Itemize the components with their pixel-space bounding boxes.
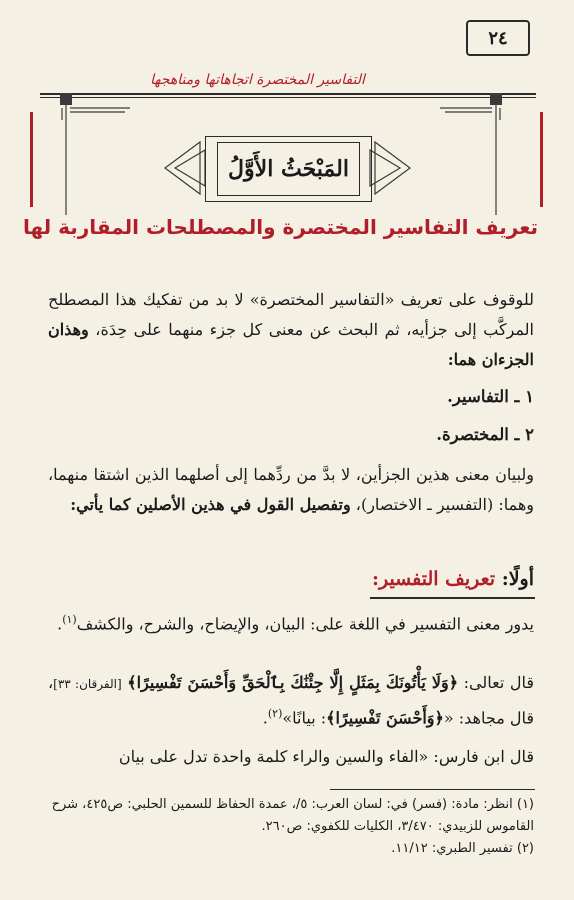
quran-verse: ﴿وَلَا يَأْتُونَكَ بِمَثَلٍ إِلَّا جِئْنَٰكَ بِٱلْحَقِّ وَأَحْسَنَ تَفْسِيرًا﴾ bbox=[127, 673, 459, 692]
subheading bbox=[372, 568, 534, 590]
verse-reference: [الفرقان: ٣٣] bbox=[53, 677, 122, 691]
footnote: (١) انظر: مادة: (فسر) في: لسان العرب: ٥/، عمدة الحفاظ للسمين الحلبي: ص٤٢٥، شرح القاموس للزبيدي: ٣/٤٧٠، الكليات للكفوي: ص٢٦٠. bbox=[51, 797, 534, 834]
paragraph-five bbox=[48, 742, 534, 772]
paragraph-four bbox=[48, 668, 534, 733]
paragraph-two bbox=[48, 460, 534, 520]
para3-end: . bbox=[57, 614, 63, 634]
para3-text: يدور معنى التفسير في اللغة على: البيان، والإيضاح، والشرح، والكشف bbox=[76, 614, 534, 634]
list bbox=[48, 382, 534, 450]
footnotes bbox=[34, 794, 534, 860]
para4-end: . bbox=[262, 708, 268, 728]
list-item: ١ ـ التفاسير. bbox=[447, 387, 534, 406]
footnote: (٢) تفسير الطبري: ١١/١٢. bbox=[391, 841, 534, 856]
intro-bold: وهذان الجزءان هما: bbox=[48, 320, 534, 369]
para4-lead: قال تعالى: bbox=[458, 673, 535, 692]
subheading-title: تعريف التفسير: bbox=[371, 568, 496, 590]
subheading-prefix: أولًا: bbox=[501, 568, 534, 590]
para2-bold: وتفصيل القول في هذين الأصلين كما يأتي: bbox=[70, 495, 351, 514]
footnote-ref-2[interactable]: (٢) bbox=[267, 707, 283, 720]
chapter-title: تعريف التفاسير المختصرة والمصطلحات المقاربة لها bbox=[22, 215, 538, 239]
section-badge: المَبْحَثُ الأَوَّلُ bbox=[217, 142, 360, 196]
para2-text: ولبيان معنى هذين الجزأين، لا بدَّ من ردِّهما إلى أصلهما الذين اشتقا منهما، وهما: (التفسير ـ الاختصار)، bbox=[48, 465, 534, 514]
para4-mujahid: ، قال مجاهد: « bbox=[48, 673, 534, 728]
footnote-divider bbox=[330, 789, 535, 790]
intro-text: للوقوف على تعريف «التفاسير المختصرة» لا بد من تفكيك هذا المصطلح المركَّب إلى جزأيه، ثم البحث عن معنى كل جزء منهما على حِدَة، bbox=[48, 290, 534, 339]
footnote-ref-1[interactable]: (١) bbox=[62, 613, 77, 626]
quran-verse-2: ﴿وَأَحْسَنَ تَفْسِيرًا﴾ bbox=[326, 708, 444, 728]
intro-paragraph bbox=[48, 285, 534, 375]
running-title: التفاسير المختصرة اتجاهاتها ومناهجها bbox=[150, 72, 365, 88]
list-item: ٢ ـ المختصرة. bbox=[436, 425, 534, 444]
paragraph-three bbox=[48, 605, 534, 639]
para4-explain: : بيانًا» bbox=[282, 708, 327, 728]
page-number: ٢٤ bbox=[466, 20, 530, 56]
para5-text: قال ابن فارس: «الفاء والسين والراء كلمة واحدة تدل على بيان bbox=[118, 747, 534, 766]
subheading-underline bbox=[370, 597, 535, 599]
